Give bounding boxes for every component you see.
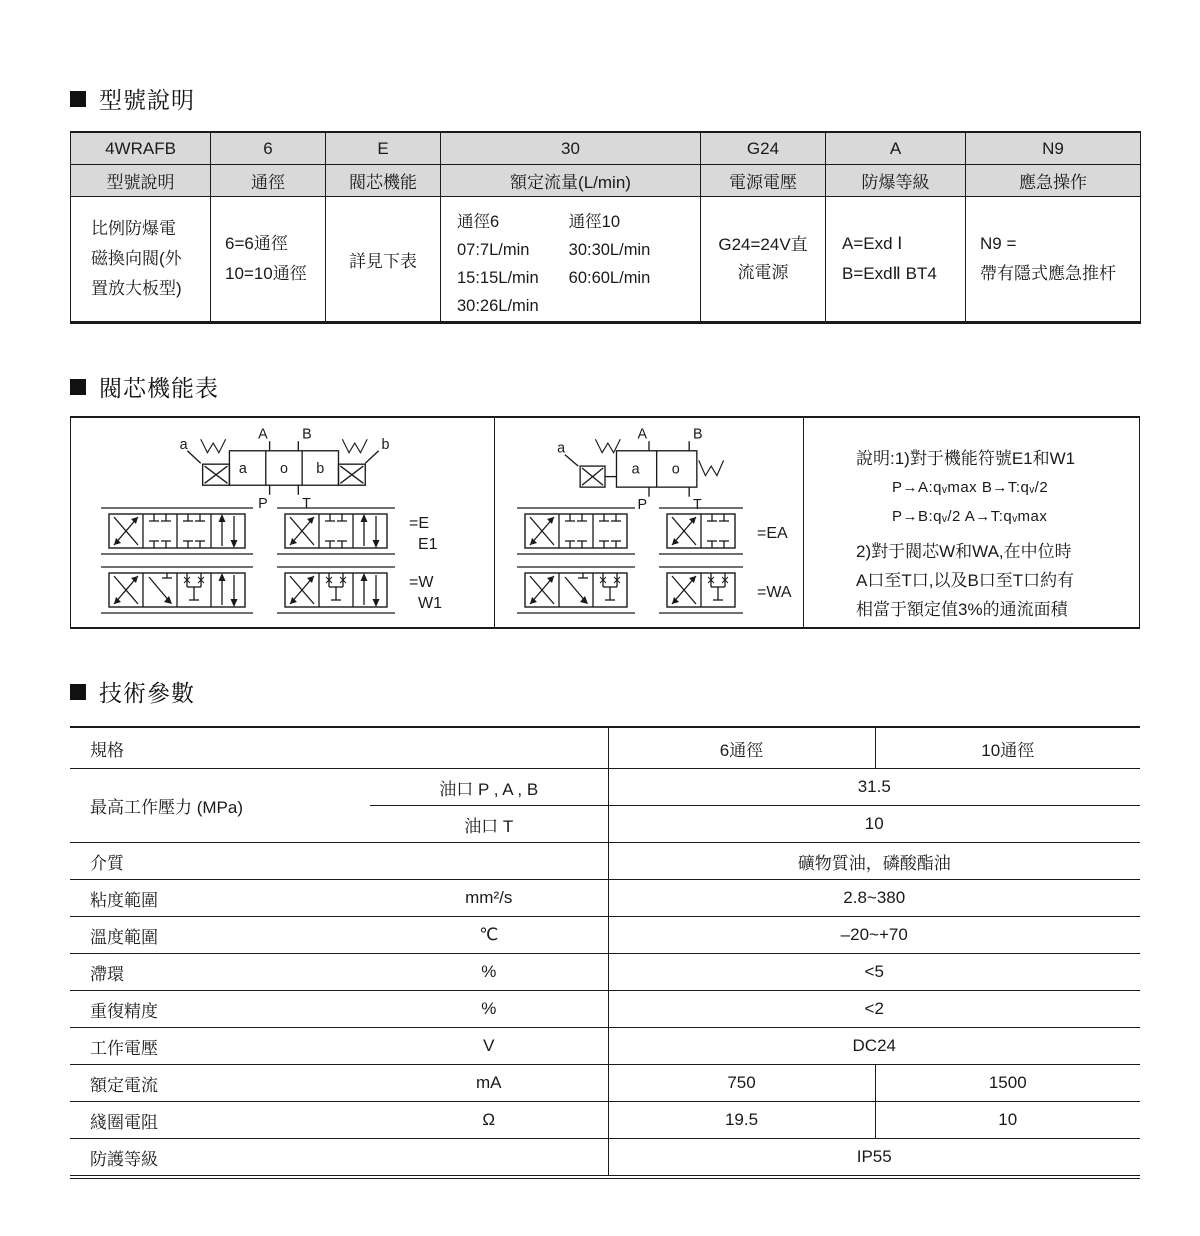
spool-notes bbox=[804, 418, 1139, 627]
port-A-label: A bbox=[637, 426, 648, 443]
spool-symbol-ea-narrow bbox=[659, 506, 743, 561]
param-value-6: 19.5 bbox=[608, 1102, 875, 1139]
param-value-6: 750 bbox=[608, 1065, 875, 1102]
model-code-table bbox=[70, 131, 1141, 324]
note-line: P→B:qᵥ/2 A→T:qᵥmax bbox=[892, 508, 1048, 525]
size-options-cell: 6=6通徑 10=10通徑 bbox=[211, 197, 326, 323]
spool-row-w bbox=[71, 565, 494, 620]
spool-label-wa: =WA bbox=[757, 584, 792, 601]
section-title-tech-params bbox=[70, 675, 1140, 708]
spec-header-row bbox=[70, 727, 1140, 769]
param-name: 最高工作壓力 (MPa) bbox=[70, 769, 370, 843]
repeatability-row bbox=[70, 991, 1140, 1028]
param-value: 礦物質油，磷酸酯油 bbox=[608, 843, 1140, 880]
section-bullet-icon bbox=[70, 91, 86, 107]
header-cell: 額定流量(L/min) bbox=[441, 165, 701, 197]
header-cell: 防爆等級 bbox=[826, 165, 966, 197]
param-name: 溫度範圍 bbox=[70, 917, 370, 954]
port-A-label: A bbox=[257, 426, 268, 443]
note-line: 相當于額定值3%的通流面積 bbox=[856, 600, 1068, 619]
col-header-size6: 6通徑 bbox=[608, 727, 875, 769]
param-value: <5 bbox=[608, 954, 1140, 991]
param-value: <2 bbox=[608, 991, 1140, 1028]
port-P-label: P bbox=[637, 497, 648, 512]
spool-row-wa bbox=[495, 565, 803, 620]
cell-o-label: o bbox=[279, 460, 288, 477]
code-cell: 6 bbox=[211, 132, 326, 165]
spool-column-3pos bbox=[71, 418, 495, 627]
param-name: 粘度範圍 bbox=[70, 880, 370, 917]
param-name: 工作電壓 bbox=[70, 1028, 370, 1065]
spool-symbol-w-wide bbox=[101, 565, 253, 620]
param-name: 額定電流 bbox=[70, 1065, 370, 1102]
solenoid-b-label: b bbox=[381, 436, 389, 453]
spool-label-w: =W W1 bbox=[409, 573, 442, 612]
power-supply-cell: G24=24V直 流電源 bbox=[701, 197, 826, 323]
port-P-label: P bbox=[257, 496, 268, 512]
code-cell: G24 bbox=[701, 132, 826, 165]
temperature-row bbox=[70, 917, 1140, 954]
header-cell: 閥芯機能 bbox=[326, 165, 441, 197]
param-value-10: 1500 bbox=[875, 1065, 1140, 1102]
section-title-text: 閥芯機能表 bbox=[99, 375, 219, 401]
valve-2position-diagram bbox=[549, 424, 749, 512]
param-name: 綫圈電阻 bbox=[70, 1102, 370, 1139]
section-bullet-icon bbox=[70, 379, 86, 395]
note-line: 2)對于閥芯W和WA,在中位時 bbox=[856, 542, 1072, 561]
param-unit: V bbox=[370, 1028, 608, 1065]
model-code-header-row bbox=[71, 165, 1141, 197]
spool-function-box bbox=[70, 416, 1140, 629]
spec-label: 規格 bbox=[70, 727, 608, 769]
cell-b-label: b bbox=[315, 460, 324, 477]
port-T-label: T bbox=[693, 497, 702, 512]
spool-row-ea bbox=[495, 506, 803, 561]
tech-params-table bbox=[70, 726, 1140, 1179]
code-cell: A bbox=[826, 132, 966, 165]
param-name: 滯環 bbox=[70, 954, 370, 991]
spool-row-e bbox=[71, 506, 494, 561]
spool-symbol-w-narrow bbox=[277, 565, 395, 620]
param-unit: 油口 P , A , B bbox=[370, 769, 608, 806]
cell-a-label: a bbox=[238, 460, 247, 477]
param-value: –20~+70 bbox=[608, 917, 1140, 954]
valve-3position-diagram bbox=[167, 424, 399, 512]
param-unit: Ω bbox=[370, 1102, 608, 1139]
model-code-row bbox=[71, 132, 1141, 165]
spool-label-ea: =EA bbox=[757, 525, 788, 542]
emergency-operation-cell: N9 = 帶有隱式應急推杆 bbox=[966, 197, 1141, 323]
param-value: 10 bbox=[608, 806, 1140, 843]
note-line: P→A:qᵥmax B→T:qᵥ/2 bbox=[892, 479, 1049, 496]
code-cell: E bbox=[326, 132, 441, 165]
param-unit: % bbox=[370, 954, 608, 991]
note-line: 說明:1)對于機能符號E1和W1 bbox=[856, 449, 1076, 468]
section-title-model-code bbox=[70, 82, 1140, 115]
product-description-cell: 比例防爆電磁換向閥(外置放大板型) bbox=[71, 197, 211, 323]
model-code-body-row bbox=[71, 197, 1141, 323]
pressure-row-pab bbox=[70, 769, 1140, 806]
param-unit: mm²/s bbox=[370, 880, 608, 917]
medium-row bbox=[70, 843, 1140, 880]
resistance-row bbox=[70, 1102, 1140, 1139]
port-B-label: B bbox=[693, 426, 703, 443]
port-T-label: T bbox=[301, 496, 311, 512]
param-name: 防護等級 bbox=[70, 1139, 608, 1178]
param-value: 31.5 bbox=[608, 769, 1140, 806]
section-title-text: 技術參數 bbox=[99, 680, 195, 706]
spool-ref-cell: 詳見下表 bbox=[326, 197, 441, 323]
section-bullet-icon bbox=[70, 684, 86, 700]
param-unit: 油口 T bbox=[370, 806, 608, 843]
code-cell: 4WRAFB bbox=[71, 132, 211, 165]
spool-symbol-ea-wide bbox=[517, 506, 635, 561]
header-cell: 通徑 bbox=[211, 165, 326, 197]
cell-a-label: a bbox=[631, 461, 640, 478]
spool-label-e: =E E1 bbox=[409, 514, 438, 553]
spool-symbol-e-narrow bbox=[277, 506, 395, 561]
current-row bbox=[70, 1065, 1140, 1102]
note-line: A口至T口,以及B口至T口約有 bbox=[856, 571, 1075, 590]
solenoid-a-label: a bbox=[179, 436, 188, 453]
flow-size6-list: 通徑6 07:7L/min 15:15L/min 30:26L/min bbox=[457, 213, 539, 315]
param-name: 介質 bbox=[70, 843, 608, 880]
spool-symbol-wa-narrow bbox=[659, 565, 743, 620]
spool-symbol-e-wide bbox=[101, 506, 253, 561]
protection-row bbox=[70, 1139, 1140, 1178]
hysteresis-row bbox=[70, 954, 1140, 991]
param-unit: mA bbox=[370, 1065, 608, 1102]
header-cell: 應急操作 bbox=[966, 165, 1141, 197]
header-cell: 電源電壓 bbox=[701, 165, 826, 197]
code-cell: N9 bbox=[966, 132, 1141, 165]
cell-o-label: o bbox=[671, 461, 680, 478]
flow-options-cell bbox=[441, 197, 701, 323]
param-unit: % bbox=[370, 991, 608, 1028]
port-B-label: B bbox=[301, 426, 312, 443]
param-value-10: 10 bbox=[875, 1102, 1140, 1139]
param-value: DC24 bbox=[608, 1028, 1140, 1065]
section-title-spool-function bbox=[70, 370, 1140, 403]
param-unit: ℃ bbox=[370, 917, 608, 954]
param-value: IP55 bbox=[608, 1139, 1140, 1178]
section-title-text: 型號說明 bbox=[99, 87, 195, 113]
viscosity-row bbox=[70, 880, 1140, 917]
voltage-row bbox=[70, 1028, 1140, 1065]
param-value: 2.8~380 bbox=[608, 880, 1140, 917]
col-header-size10: 10通徑 bbox=[875, 727, 1140, 769]
spool-symbol-wa-wide bbox=[517, 565, 635, 620]
explosion-proof-cell: A=Exd Ⅰ B=ExdⅡ BT4 bbox=[826, 197, 966, 323]
spool-column-2pos bbox=[495, 418, 804, 627]
header-cell: 型號說明 bbox=[71, 165, 211, 197]
solenoid-a-label: a bbox=[557, 440, 566, 457]
code-cell: 30 bbox=[441, 132, 701, 165]
flow-size10-list: 通徑10 30:30L/min 60:60L/min bbox=[568, 213, 651, 287]
param-name: 重復精度 bbox=[70, 991, 370, 1028]
